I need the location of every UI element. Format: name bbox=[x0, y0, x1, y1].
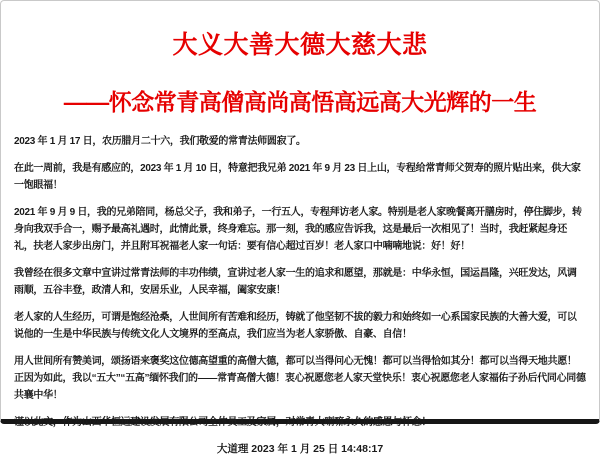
paragraph-last-visit: 2021 年 9 月 9 日，我的兄弟陪同，杨总父子，我和弟子，一行五人，专程拜访老人家。特别是老人家晚餐离开膳房时，停住脚步，转身向我双手合一，赐予最高礼遇时，此情此景，终身难忘。那一刻，我的感应告诉我，这是最后一次相见了！当时，我赶紧起身还礼，扶老人家步出房门，并且附耳祝福老人家一句话：要有信心超过百岁！老人家口中喃喃地说：好！好！ bbox=[14, 207, 582, 252]
paragraph-life-experience: 老人家的人生经历，可谓是饱经沧桑，人世间所有苦难和经历，铸就了他坚韧不拔的毅力和始终如一心系国家民族的大善大爱，可以说他的一生是中华民族与传统文化人文境界的至高点，我们应当为老人家骄傲、自豪、自信！ bbox=[14, 312, 577, 340]
document-body bbox=[14, 133, 586, 431]
paragraph-praise: 用人世间所有赞美词，颂扬语来褒奖这位德高望重的高僧大德，都可以当得问心无愧！都可以当得恰如其分！都可以当得天地共愿！正因为如此，我以“五大”“五高”缅怀我们的——常青高僧大德！衷心祝愿您老人家天堂快乐！衷心祝愿您老人家福佑子孙后代同心同德共襄中华！ bbox=[14, 356, 586, 401]
paragraph-dedication: 谨以此文，作为山西华恒远建设发展有限公司全体员工及家属，对常青大喇嘛永久的感恩与怀念！ bbox=[14, 417, 432, 428]
signature-line: 大道理 2023 年 1 月 25 日 14:48:17 bbox=[216, 443, 384, 455]
paragraph-premonition: 在此一周前，我是有感应的，2023 年 1 月 10 日，特意把我兄弟 2021 年 9 月 23 日上山，专程给常青师父贺寿的照片贴出来，供大家一饱眼福！ bbox=[14, 163, 581, 191]
paragraph-obituary-date: 2023 年 1 月 17 日，农历腊月二十六，我们敬爱的常青法师圆寂了。 bbox=[14, 136, 306, 147]
document-title: 大义大善大德大慈大悲 bbox=[172, 31, 428, 59]
document-subtitle: ——怀念常青高僧高尚高悟高远高大光辉的一生 bbox=[63, 89, 537, 115]
paragraph-life-wishes: 我曾经在很多文章中宣讲过常青法师的丰功伟绩，宣讲过老人家一生的追求和愿望，那就是：中华永恒，国运昌隆，兴旺发达，风调雨顺，五谷丰登，政清人和，安居乐业，人民幸福，阖家安康！ bbox=[14, 268, 577, 296]
